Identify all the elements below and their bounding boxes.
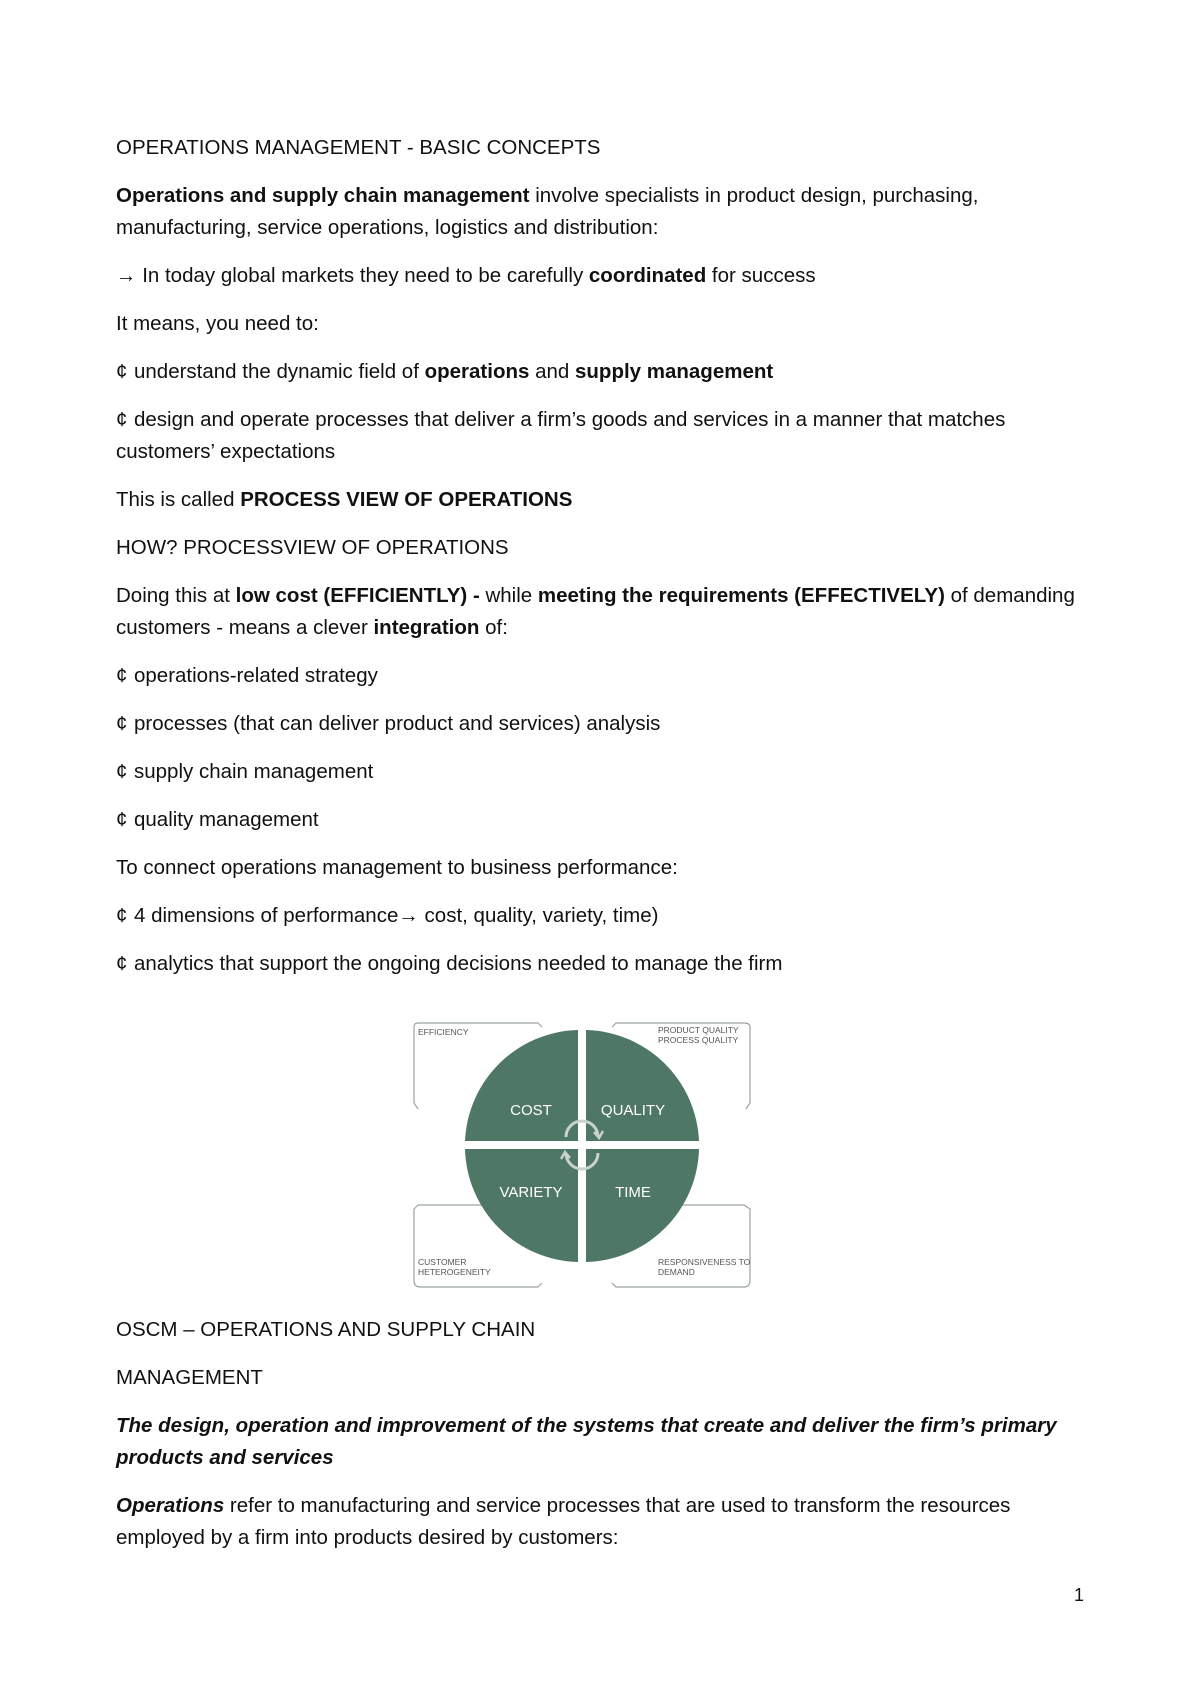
bullet-glyph: ¢	[116, 952, 128, 975]
callout-responsiveness: RESPONSIVENESS TO	[658, 1257, 751, 1267]
doc-title: OPERATIONS MANAGEMENT - BASIC CONCEPTS	[116, 136, 601, 159]
bullet-glyph: ¢	[116, 408, 128, 431]
quadrant-variety	[465, 1149, 578, 1262]
paragraph-connect: To connect operations management to business performance:	[116, 856, 678, 879]
bullet-glyph: ¢	[116, 712, 128, 735]
bullet-item: ¢ quality management	[116, 804, 1096, 836]
paragraph-oscm-intro: Operations and supply chain management involve specialists in product design, purchasing, manufacturing, service operations, logistics and distribution:	[116, 184, 979, 239]
callout-product-quality: PRODUCT QUALITY	[658, 1025, 739, 1035]
quadrant-quality	[586, 1030, 699, 1141]
callout-process-quality: PROCESS QUALITY	[658, 1035, 739, 1045]
bullet-item: ¢ understand the dynamic field of operations and supply management	[116, 356, 1096, 388]
bullet-glyph: ¢	[116, 360, 128, 383]
callout-efficiency: EFFICIENCY	[418, 1027, 469, 1037]
paragraph-efficiency: Doing this at low cost (EFFICIENTLY) - while meeting the requirements (EFFECTIVELY) of demanding customers - means a clever integration of:	[116, 584, 1075, 639]
paragraph-coordination: → In today global markets they need to be carefully coordinated for success	[116, 264, 816, 287]
quadrant-label-quality: QUALITY	[600, 1102, 666, 1119]
bullet-glyph: ¢	[116, 664, 128, 687]
paragraph-process-view: This is called PROCESS VIEW OF OPERATIONS	[116, 488, 573, 511]
bullet-item: ¢ analytics that support the ongoing decisions needed to manage the firm	[116, 948, 1096, 980]
paragraph-it-means: It means, you need to:	[116, 312, 319, 335]
bullet-glyph: ¢	[116, 808, 128, 831]
paragraph-management: MANAGEMENT	[116, 1366, 263, 1389]
bullet-glyph: ¢	[116, 760, 128, 783]
bullet-item: ¢ supply chain management	[116, 756, 1096, 788]
cycle-arrows-icon	[561, 1121, 603, 1169]
document-body-lower	[116, 1314, 1096, 1570]
paragraph-how: HOW? PROCESSVIEW OF OPERATIONS	[116, 536, 509, 559]
bullet-glyph: ¢	[116, 904, 128, 927]
quadrant-label-variety: VARIETY	[499, 1184, 563, 1201]
paragraph-oscm-heading: OSCM – OPERATIONS AND SUPPLY CHAIN	[116, 1318, 536, 1341]
callout-demand: DEMAND	[658, 1267, 695, 1277]
performance-dimensions-diagram	[410, 1015, 800, 1300]
quadrant-cost	[465, 1030, 578, 1141]
quadrant-shapes	[465, 1030, 699, 1262]
quadrant-label-time: TIME	[615, 1184, 651, 1201]
bullet-item: ¢ processes (that can deliver product and services) analysis	[116, 708, 1096, 740]
bullet-item: ¢ operations-related strategy	[116, 660, 1096, 692]
callout-customer: CUSTOMER	[418, 1257, 467, 1267]
arrow-icon: →	[398, 904, 419, 927]
callout-heterogeneity: HETEROGENEITY	[418, 1267, 491, 1277]
page-number: 1	[1073, 1585, 1084, 1605]
paragraph-operations: Operations refer to manufacturing and service processes that are used to transform the resources employed by a firm into products desired by customers:	[116, 1494, 1011, 1549]
quadrant-label-cost: COST	[510, 1102, 552, 1119]
bullet-item: ¢ 4 dimensions of performance→ cost, quality, variety, time)	[116, 900, 1096, 932]
bullet-item: ¢ design and operate processes that deliver a firm’s goods and services in a manner that matches customers’ expectations	[116, 404, 1096, 468]
quadrant-time	[586, 1149, 699, 1262]
document-body	[116, 132, 1096, 996]
paragraph-definition: The design, operation and improvement of the systems that create and deliver the firm’s primary products and services	[116, 1414, 1057, 1469]
